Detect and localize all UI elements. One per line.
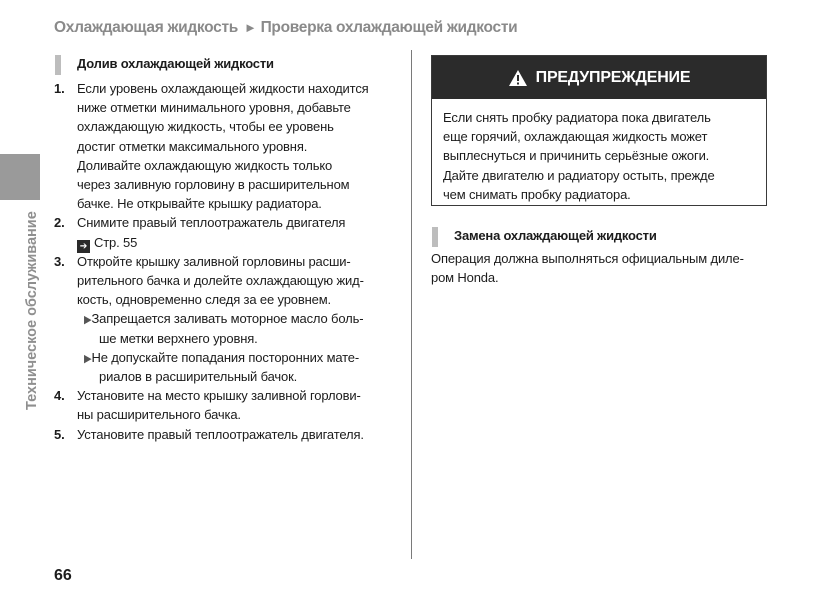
step-line [54,253,351,271]
step-continuation-line [77,99,351,117]
warning-line: Если снять пробку радиатора пока двигатель [443,110,711,125]
breadcrumb-subsection: Проверка охлаждающей жидкости [260,19,518,36]
step-text: бачке. Не открывайте крышку радиатора. [77,196,322,212]
step-continuation-line [84,310,363,329]
step-continuation-line [77,291,331,309]
step-continuation-line [77,118,334,136]
section-heading-replacement [454,228,657,243]
warning-line: чем снимать пробку радиатора. [443,186,631,202]
warning-line: выплеснуться и причинить серьёзные ожоги. [443,148,710,164]
step-continuation-line [77,406,241,424]
chapter-side-label: Техническое обслуживание [24,211,40,410]
step-continuation-line [99,330,258,348]
page-number: 66 [54,567,72,584]
step-text: рительного бачка и долейте охлаждающую жид- [77,273,364,288]
warning-line: еще горячий, охлаждающая жидкость может [443,129,708,145]
step-continuation-line [77,195,322,213]
triangle-right-icon: ► [243,20,257,35]
step-text: Откройте крышку заливной горловины расши- [77,253,351,269]
step-continuation-line [77,157,332,175]
page-reference-icon: ➔ [77,240,90,253]
step-number: 3. [54,253,65,269]
step-continuation-line [77,234,137,253]
step-continuation-line [77,272,364,290]
page-reference-link[interactable]: Стр. 55 [94,234,138,250]
paragraph-line: Операция должна выполняться официальным диле- [431,251,744,266]
heading-text: Замена охлаждающей жидкости [454,228,657,243]
breadcrumb [54,19,517,37]
step-text: охлаждающую жидкость, чтобы ее уровень [77,119,334,135]
step-line [54,80,369,98]
heading-bar-marker [432,227,438,247]
step-text: ны расширительного бачка. [77,407,241,423]
warning-triangle-icon [508,69,528,87]
step-continuation-line [77,138,307,156]
step-number: 4. [54,388,65,404]
heading-bar-marker [55,55,61,75]
step-continuation-line [77,176,349,194]
step-text: достиг отметки максимального уровня. [77,138,308,154]
paragraph-line: ром Honda. [431,270,499,286]
step-text: Установите правый теплоотражатель двигателя. [77,426,364,442]
step-text: риалов в расширительный бачок. [99,369,298,384]
step-number: 5. [54,426,65,442]
bullet-arrow-icon: ▶ [84,314,92,327]
step-text: ниже отметки минимального уровня, добавьте [77,100,351,116]
warning-box [431,55,767,206]
heading-text: Долив охлаждающей жидкости [77,56,274,71]
warning-title: ПРЕДУПРЕЖДЕНИЕ [535,68,691,86]
step-text: кость, одновременно следя за ее уровнем. [77,292,332,308]
step-text: через заливную горловину в расширительном [77,177,350,192]
step-line [54,387,361,405]
step-line [54,214,346,232]
step-continuation-line [99,368,297,386]
step-text: Снимите правый теплоотражатель двигателя [77,215,346,231]
step-text: Доливайте охлаждающую жидкость только [77,157,333,173]
warning-line: Дайте двигателю и радиатору остыть, прежде [443,167,715,183]
warning-header [432,56,766,99]
step-text: ше метки верхнего уровня. [99,330,258,346]
step-text: Установите на место крышку заливной горлови- [77,388,361,404]
section-heading-topping-up [77,56,274,71]
column-divider [411,50,412,559]
chapter-tab-marker [0,154,40,200]
step-number: 2. [54,215,65,231]
step-continuation-line [84,349,359,368]
step-number: 1. [54,81,65,96]
step-text: Если уровень охлаждающей жидкости находится [77,81,369,96]
step-text: Запрещается заливать моторное масло боль- [91,311,364,327]
breadcrumb-section: Охлаждающая жидкость [54,19,238,36]
step-text: Не допускайте попадания посторонних мате- [91,349,360,365]
step-line [54,426,364,444]
bullet-arrow-icon: ▶ [84,352,92,365]
